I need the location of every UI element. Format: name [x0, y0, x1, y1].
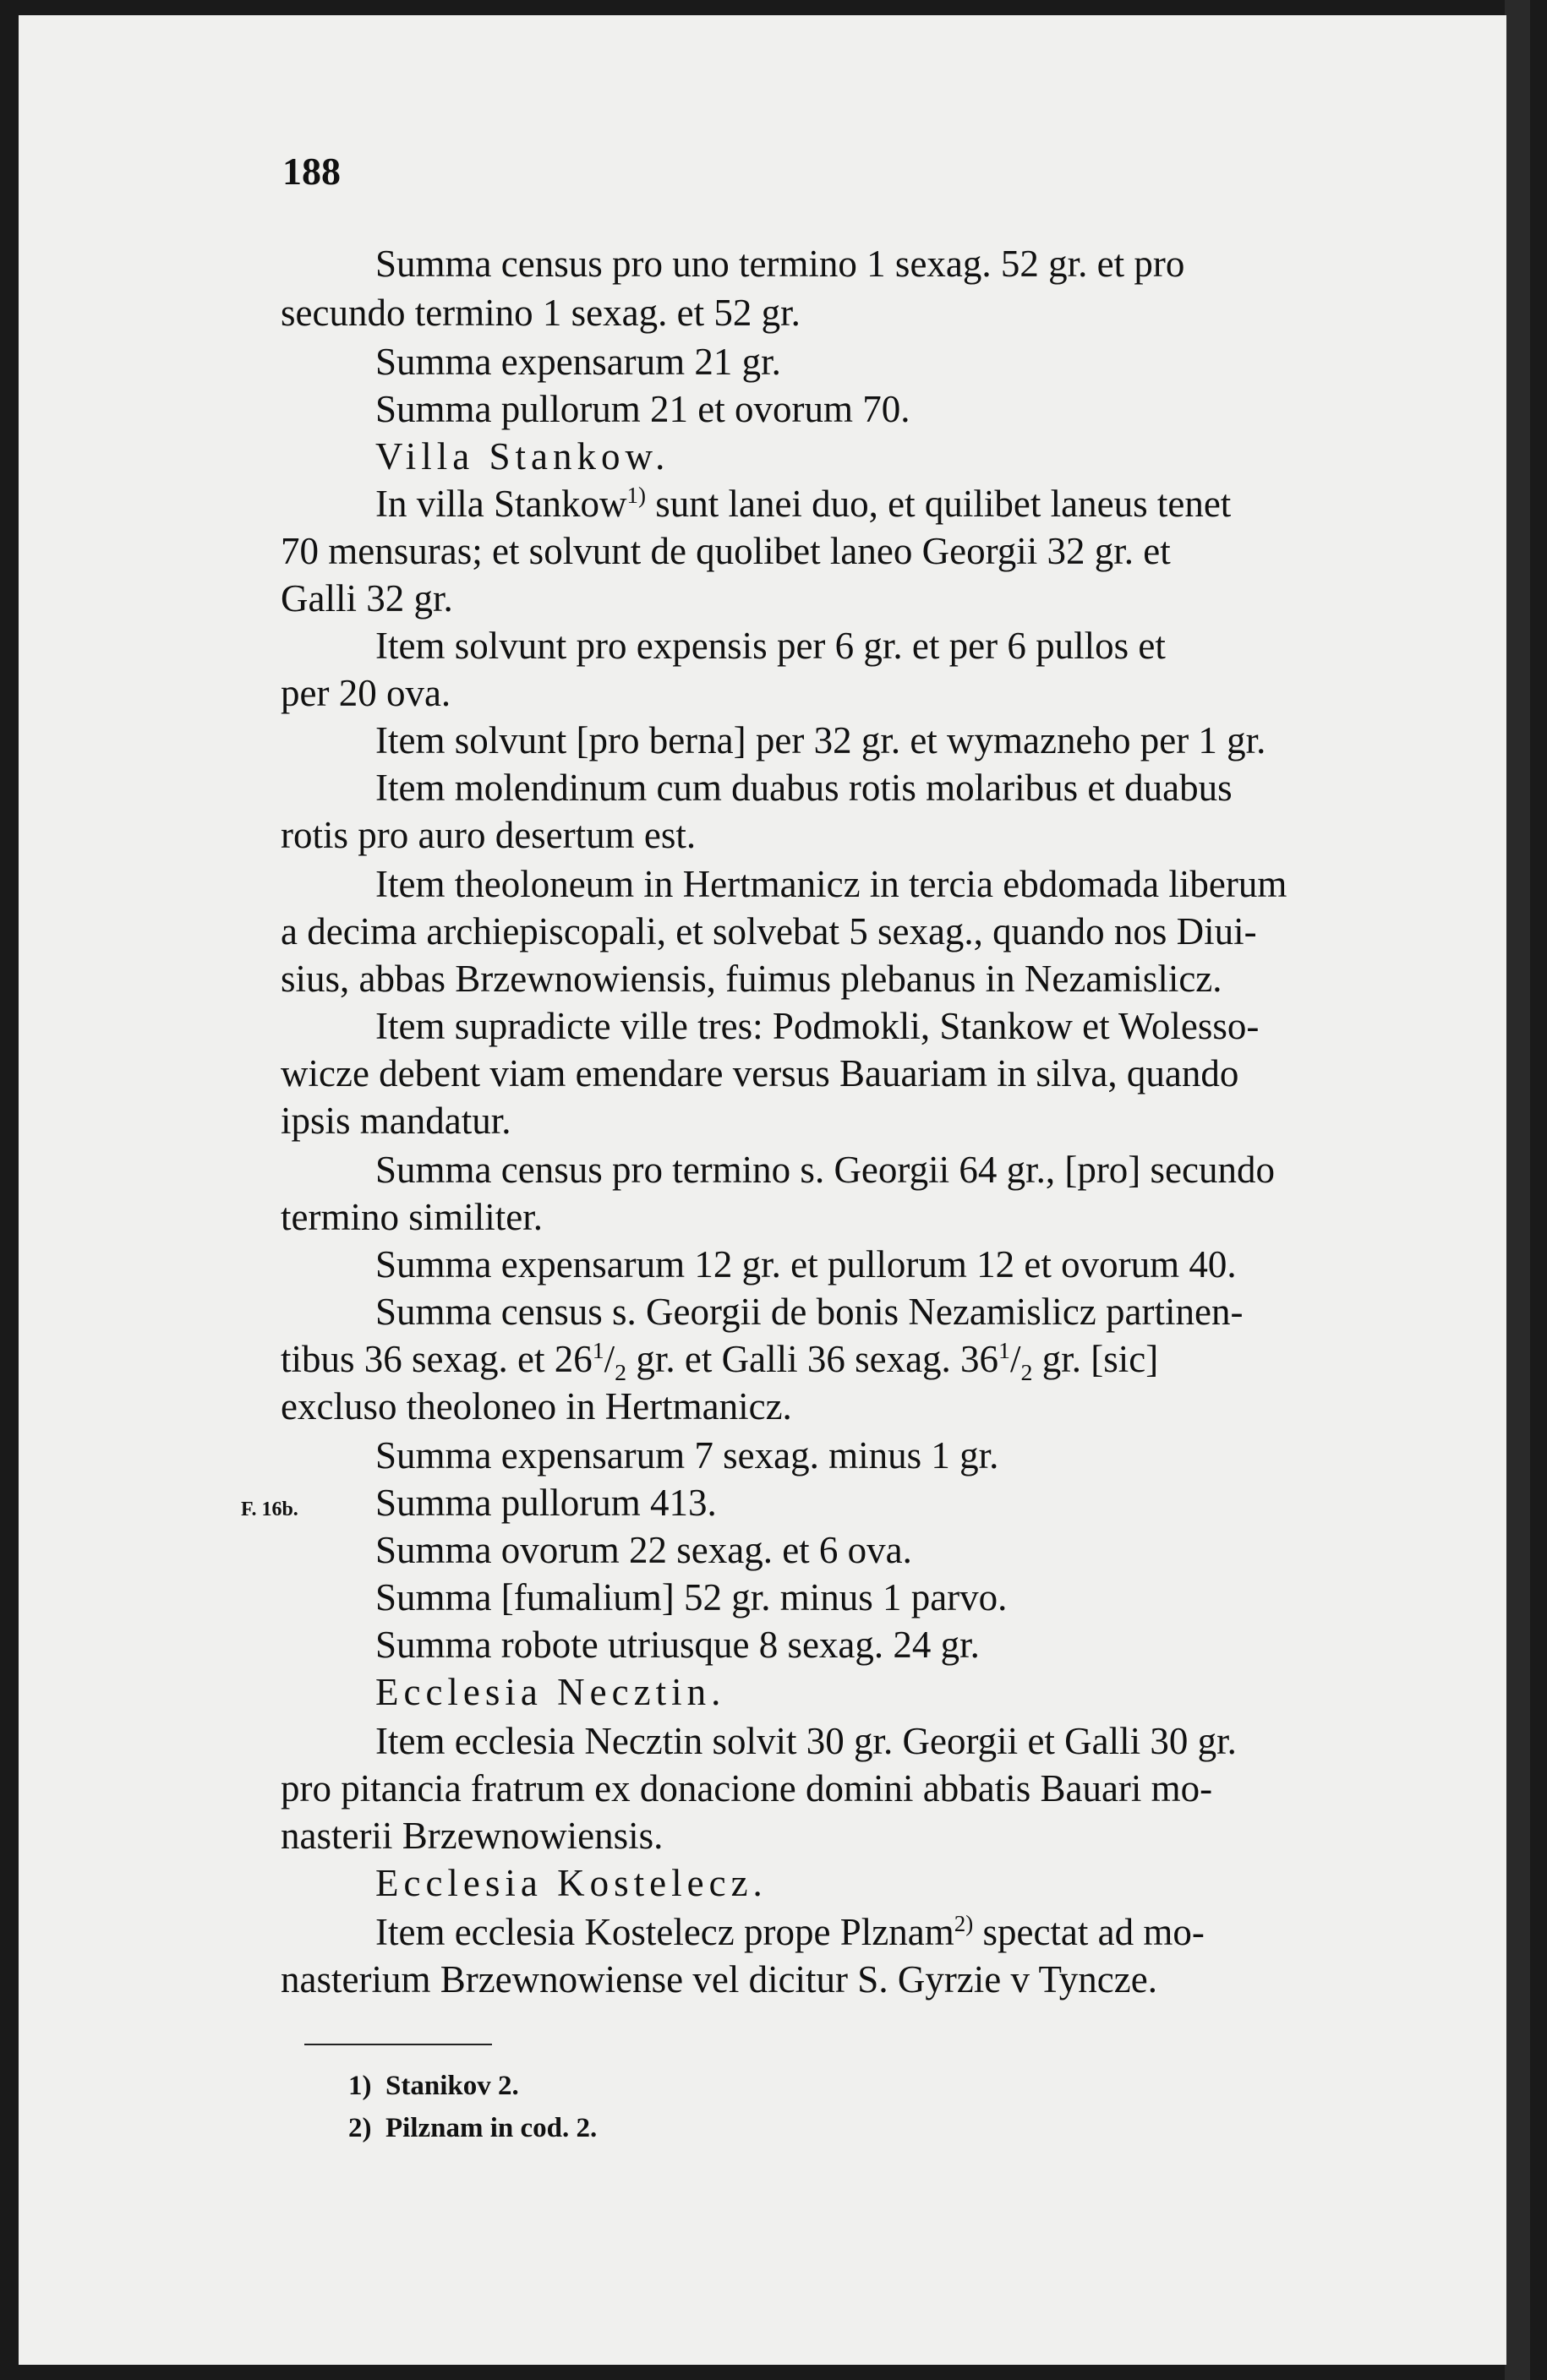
text-line: per 20 ova. [281, 672, 451, 714]
text-line: Item ecclesia Kostelecz prope Plznam$^{2)}$ spectat ad mo- [375, 1911, 1205, 1953]
text-line: Galli 32 gr. [281, 577, 453, 620]
text-line: secundo termino 1 sexag. et 52 gr. [281, 292, 801, 334]
text-line: pro pitancia fratrum ex donacione domini abbatis Bauari mo- [281, 1767, 1213, 1810]
text-line: Summa pullorum 21 et ovorum 70. [375, 388, 910, 430]
text-line: Summa expensarum 21 gr. [375, 341, 781, 383]
text-line: excluso theoloneo in Hertmanicz. [281, 1385, 792, 1427]
text-line: ipsis mandatur. [281, 1100, 511, 1142]
footnote: 1) Stanikov 2. [348, 2071, 519, 2101]
footnote: 2) Pilznam in cod. 2. [348, 2113, 598, 2143]
text-line: sius, abbas Brzewnowiensis, fuimus plebanus in Nezamislicz. [281, 958, 1222, 1000]
scan-edge [1505, 0, 1530, 2380]
text-line: Summa expensarum 12 gr. et pullorum 12 et ovorum 40. [375, 1243, 1237, 1286]
text-line: Summa census pro uno termino 1 sexag. 52 gr. et pro [375, 243, 1185, 285]
text-line: nasterium Brzewnowiense vel dicitur S. Gyrzie v Tyncze. [281, 1958, 1157, 2001]
text-line: Summa ovorum 22 sexag. et 6 ova. [375, 1529, 912, 1571]
text-line: wicze debent viam emendare versus Bauariam in silva, quando [281, 1052, 1239, 1094]
text-line: Item solvunt [pro berna] per 32 gr. et wymazneho per 1 gr. [375, 719, 1266, 761]
text-line: tibus 36 sexag. et $26^1/_2$ gr. et Galli 36 sexag. $36^1/_2$ gr. [sic] [281, 1338, 1159, 1386]
text-line: Summa pullorum 413. [375, 1482, 717, 1524]
section-heading: Ecclesia Necztin. [375, 1671, 726, 1713]
text-line: Item ecclesia Necztin solvit 30 gr. Georgii et Galli 30 gr. [375, 1720, 1237, 1762]
text-line: Summa [fumalium] 52 gr. minus 1 parvo. [375, 1576, 1008, 1619]
page-number: 188 [282, 150, 341, 193]
text-line: Item theoloneum in Hertmanicz in tercia ebdomada liberum [375, 863, 1287, 905]
margin-folio-note: F. 16b. [241, 1498, 298, 1520]
text-line: Item supradicte ville tres: Podmokli, Stankow et Wolesso- [375, 1005, 1260, 1047]
section-heading: Villa Stankow. [375, 435, 670, 478]
text-line: Item molendinum cum duabus rotis molaribus et duabus [375, 767, 1233, 809]
text-line: Summa census pro termino s. Georgii 64 gr., [pro] secundo [375, 1149, 1276, 1191]
text-line: termino similiter. [281, 1196, 543, 1238]
text-line: nasterii Brzewnowiensis. [281, 1815, 664, 1857]
footnote-ref: 2) [954, 1911, 974, 1936]
footnote-ref: 1) [626, 483, 646, 508]
text-line: Item solvunt pro expensis per 6 gr. et per 6 pullos et [375, 625, 1166, 667]
text-line: In villa Stankow$^{1)}$ sunt lanei duo, et quilibet laneus tenet [375, 483, 1232, 525]
section-heading: Ecclesia Kostelecz. [375, 1862, 768, 1904]
text-line: Summa census s. Georgii de bonis Nezamislicz partinen- [375, 1291, 1244, 1333]
text-line: 70 mensuras; et solvunt de quolibet laneo Georgii 32 gr. et [281, 530, 1171, 572]
text-line: a decima archiepiscopali, et solvebat 5 sexag., quando nos Diui- [281, 910, 1257, 953]
text-line: rotis pro auro desertum est. [281, 814, 697, 856]
text-line: Summa expensarum 7 sexag. minus 1 gr. [375, 1434, 999, 1477]
footnote-divider [304, 2044, 492, 2045]
text-line: Summa robote utriusque 8 sexag. 24 gr. [375, 1624, 980, 1666]
book-page [19, 15, 1506, 2365]
